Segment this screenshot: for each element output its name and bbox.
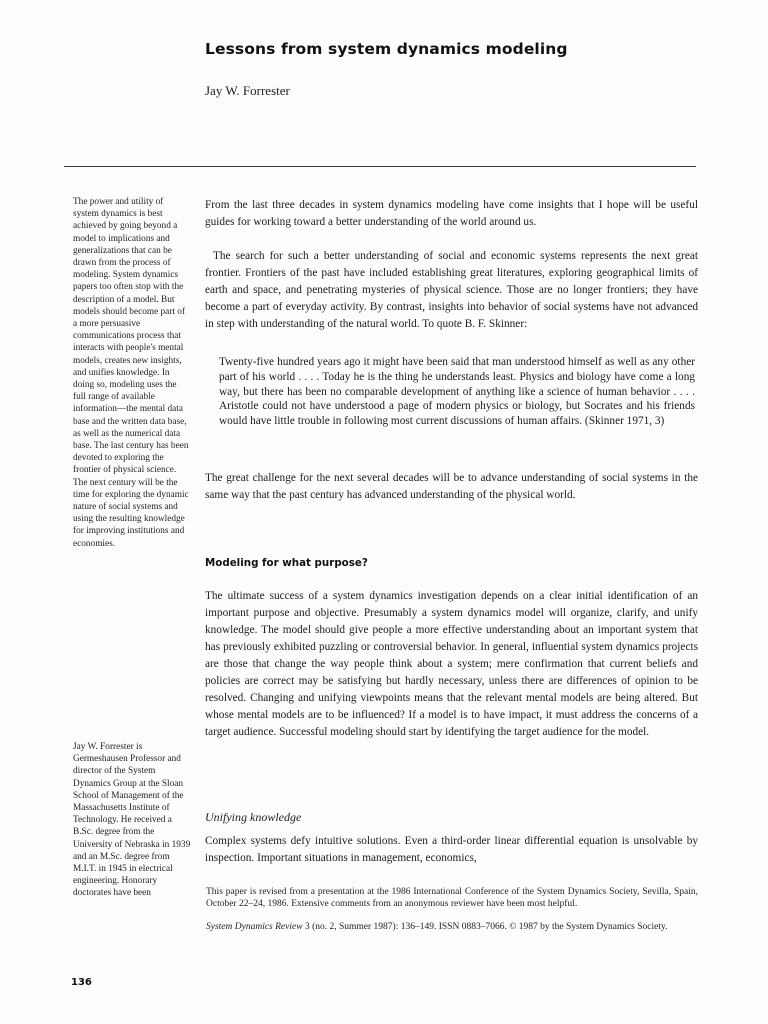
footnote-revision: This paper is revised from a presentation at the 1986 International Conference of the System Dynamics Society, Sevilla, Spain, October 22–24, 1986. Extensive comments from an anonymous reviewer have been most helpful.: [206, 887, 698, 909]
author-name: Jay W. Forrester: [205, 83, 290, 98]
article-title: Lessons from system dynamics modeling: [205, 40, 568, 58]
page-number: 136: [71, 977, 92, 988]
footnote-citation: [206, 922, 698, 934]
block-quote: Twenty-five hundred years ago it might have been said that man understood himself as well as any other part of his world . . . . Today he is the thing he understands least. Physics and biology have come a long way, but there has been no comparable development of anything like a science of human behavior . . . . Aristotle could not have understood a page of modern physics or biology, but Socrates and his friends would have little trouble in following most current discussions of human affairs. (Skinner 1971, 3): [219, 356, 695, 428]
sidebar-abstract: The power and utility of system dynamics is best achieved by going beyond a model to implications and generalizations that can be drawn from the process of modeling. System dynamics papers too often stop with the description of a model. But models should become part of a more persuasive communications process that interacts with people's mental models, creates new insights, and unifies knowledge. In doing so, modeling uses the full range of available information—the mental data base and the written data base, as well as the numerical data base. The last century has been devoted to exploring the frontier of physical science. The next century will be the time for exploring the dynamic nature of social systems and using the resulting knowledge for improving institutions and economies.: [73, 197, 189, 549]
citation-details: 3 (no. 2, Summer 1987): 136–149. ISSN 0883–7066. © 1987 by the System Dynamics Society.: [302, 922, 668, 932]
body-paragraph-1: From the last three decades in system dynamics modeling have come insights that I hope will be useful guides for working toward a better understanding of the world around us.: [205, 199, 698, 228]
body-paragraph-4: The ultimate success of a system dynamics investigation depends on a clear initial identification of an important purpose and objective. Presumably a system dynamics model will organize, clarify, and unify knowledge. The model should give people a more effective understanding about an important system that has previously exhibited puzzling or controversial behavior. In general, influential system dynamics projects are those that change the way people think about a system; mere confirmation that current beliefs and policies are correct may be satisfying but hardly necessary, unless there are differences of opinion to be resolved. Changing and unifying viewpoints means that the relevant mental models are being altered. But whose mental models are to be influenced? If a model is to have impact, it must address the concerns of a target audience. Successful modeling should start by identifying the target audience for the model.: [205, 590, 698, 738]
subsection-heading: Unifying knowledge: [205, 810, 302, 824]
section-heading: Modeling for what purpose?: [205, 557, 368, 569]
journal-name: System Dynamics Review: [206, 922, 303, 932]
header-divider: [64, 166, 696, 167]
sidebar-author-bio: Jay W. Forrester is Germeshausen Professor and director of the System Dynamics Group at the Sloan School of Management of the Massachusetts Institute of Technology. He received a B.Sc. degree from the University of Nebraska in 1939 and an M.Sc. degree from M.I.T. in 1945 in electrical engineering. Honorary doctorates have been: [73, 742, 191, 899]
body-paragraph-3: The great challenge for the next several decades will be to advance understanding of social systems in the same way that the past century has advanced understanding of the physical world.: [205, 472, 698, 501]
body-paragraph-5: Complex systems defy intuitive solutions. Even a third-order linear differential equation is unsolvable by inspection. Important situations in management, economics,: [205, 835, 698, 864]
body-paragraph-2: The search for such a better understanding of social and economic systems represents the next great frontier. Frontiers of the past have included establishing great literatures, exploring geographical limits of earth and space, and penetrating mysteries of physical science. Those are no longer frontiers; they have become a part of everyday activity. By contrast, insights into behavior of social systems have not advanced in step with understanding of the natural world. To quote B. F. Skinner:: [205, 250, 698, 330]
